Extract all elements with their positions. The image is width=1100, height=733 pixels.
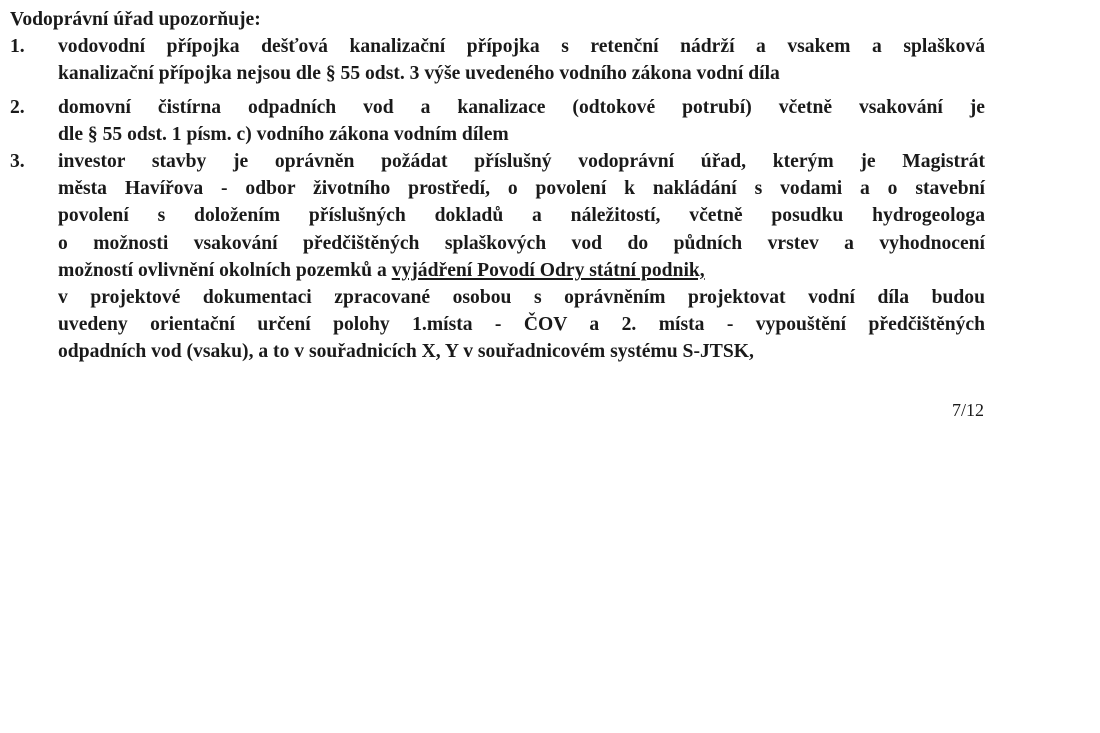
text-line: kanalizační přípojka nejsou dle § 55 odst. 3 výše uvedeného vodního zákona vodní díla <box>58 63 780 85</box>
section-heading: Vodoprávní úřad upozorňuje: <box>10 9 261 30</box>
text-line-with-underline <box>58 257 985 284</box>
page-number: 7/12 <box>951 400 984 420</box>
list-item-text <box>58 148 985 366</box>
text-line: o možnosti vsakování předčištěných splaškových vod do půdních vrstev a vyhodnocení <box>58 232 985 254</box>
text-line: města Havířova - odbor životního prostředí, o povolení k nakládání s vodami a o stavební <box>58 178 985 200</box>
list-item-2 <box>10 94 985 148</box>
list-item-1 <box>10 33 985 87</box>
text-line: vodovodní přípojka dešťová kanalizační přípojka s retenční nádrží a vsakem a splašková <box>58 36 985 57</box>
text-line: povolení s doložením příslušných dokladů a náležitostí, včetně posudku hydrogeologa <box>58 205 985 227</box>
text-line: odpadních vod (vsaku), a to v souřadnicích X, Y v souřadnicovém systému S-JTSK, <box>58 341 754 363</box>
text-line: uvedeny orientační určení polohy 1.místa - ČOV a 2. místa - vypouštění předčištěných <box>58 314 985 336</box>
text-line: domovní čistírna odpadních vod a kanalizace (odtokové potrubí) včetně vsakování je <box>58 97 985 118</box>
underlined-text: vyjádření Povodí Odry státní podnik, <box>391 259 705 281</box>
list-item-number: 1. <box>10 36 25 57</box>
text-segment: možností ovlivnění okolních pozemků a <box>58 259 392 281</box>
text-line: investor stavby je oprávněn požádat příslušný vodoprávní úřad, kterým je Magistrát <box>58 151 985 172</box>
text-line: dle § 55 odst. 1 písm. c) vodního zákona vodním dílem <box>58 124 509 146</box>
list-item-number: 3. <box>10 151 25 172</box>
list-item-number: 2. <box>10 97 25 118</box>
list-item-3 <box>10 148 985 366</box>
text-line: v projektové dokumentaci zpracované osobou s oprávněním projektovat vodní díla budou <box>58 287 985 309</box>
list-item-text <box>58 94 985 148</box>
list-item-text <box>58 33 985 87</box>
